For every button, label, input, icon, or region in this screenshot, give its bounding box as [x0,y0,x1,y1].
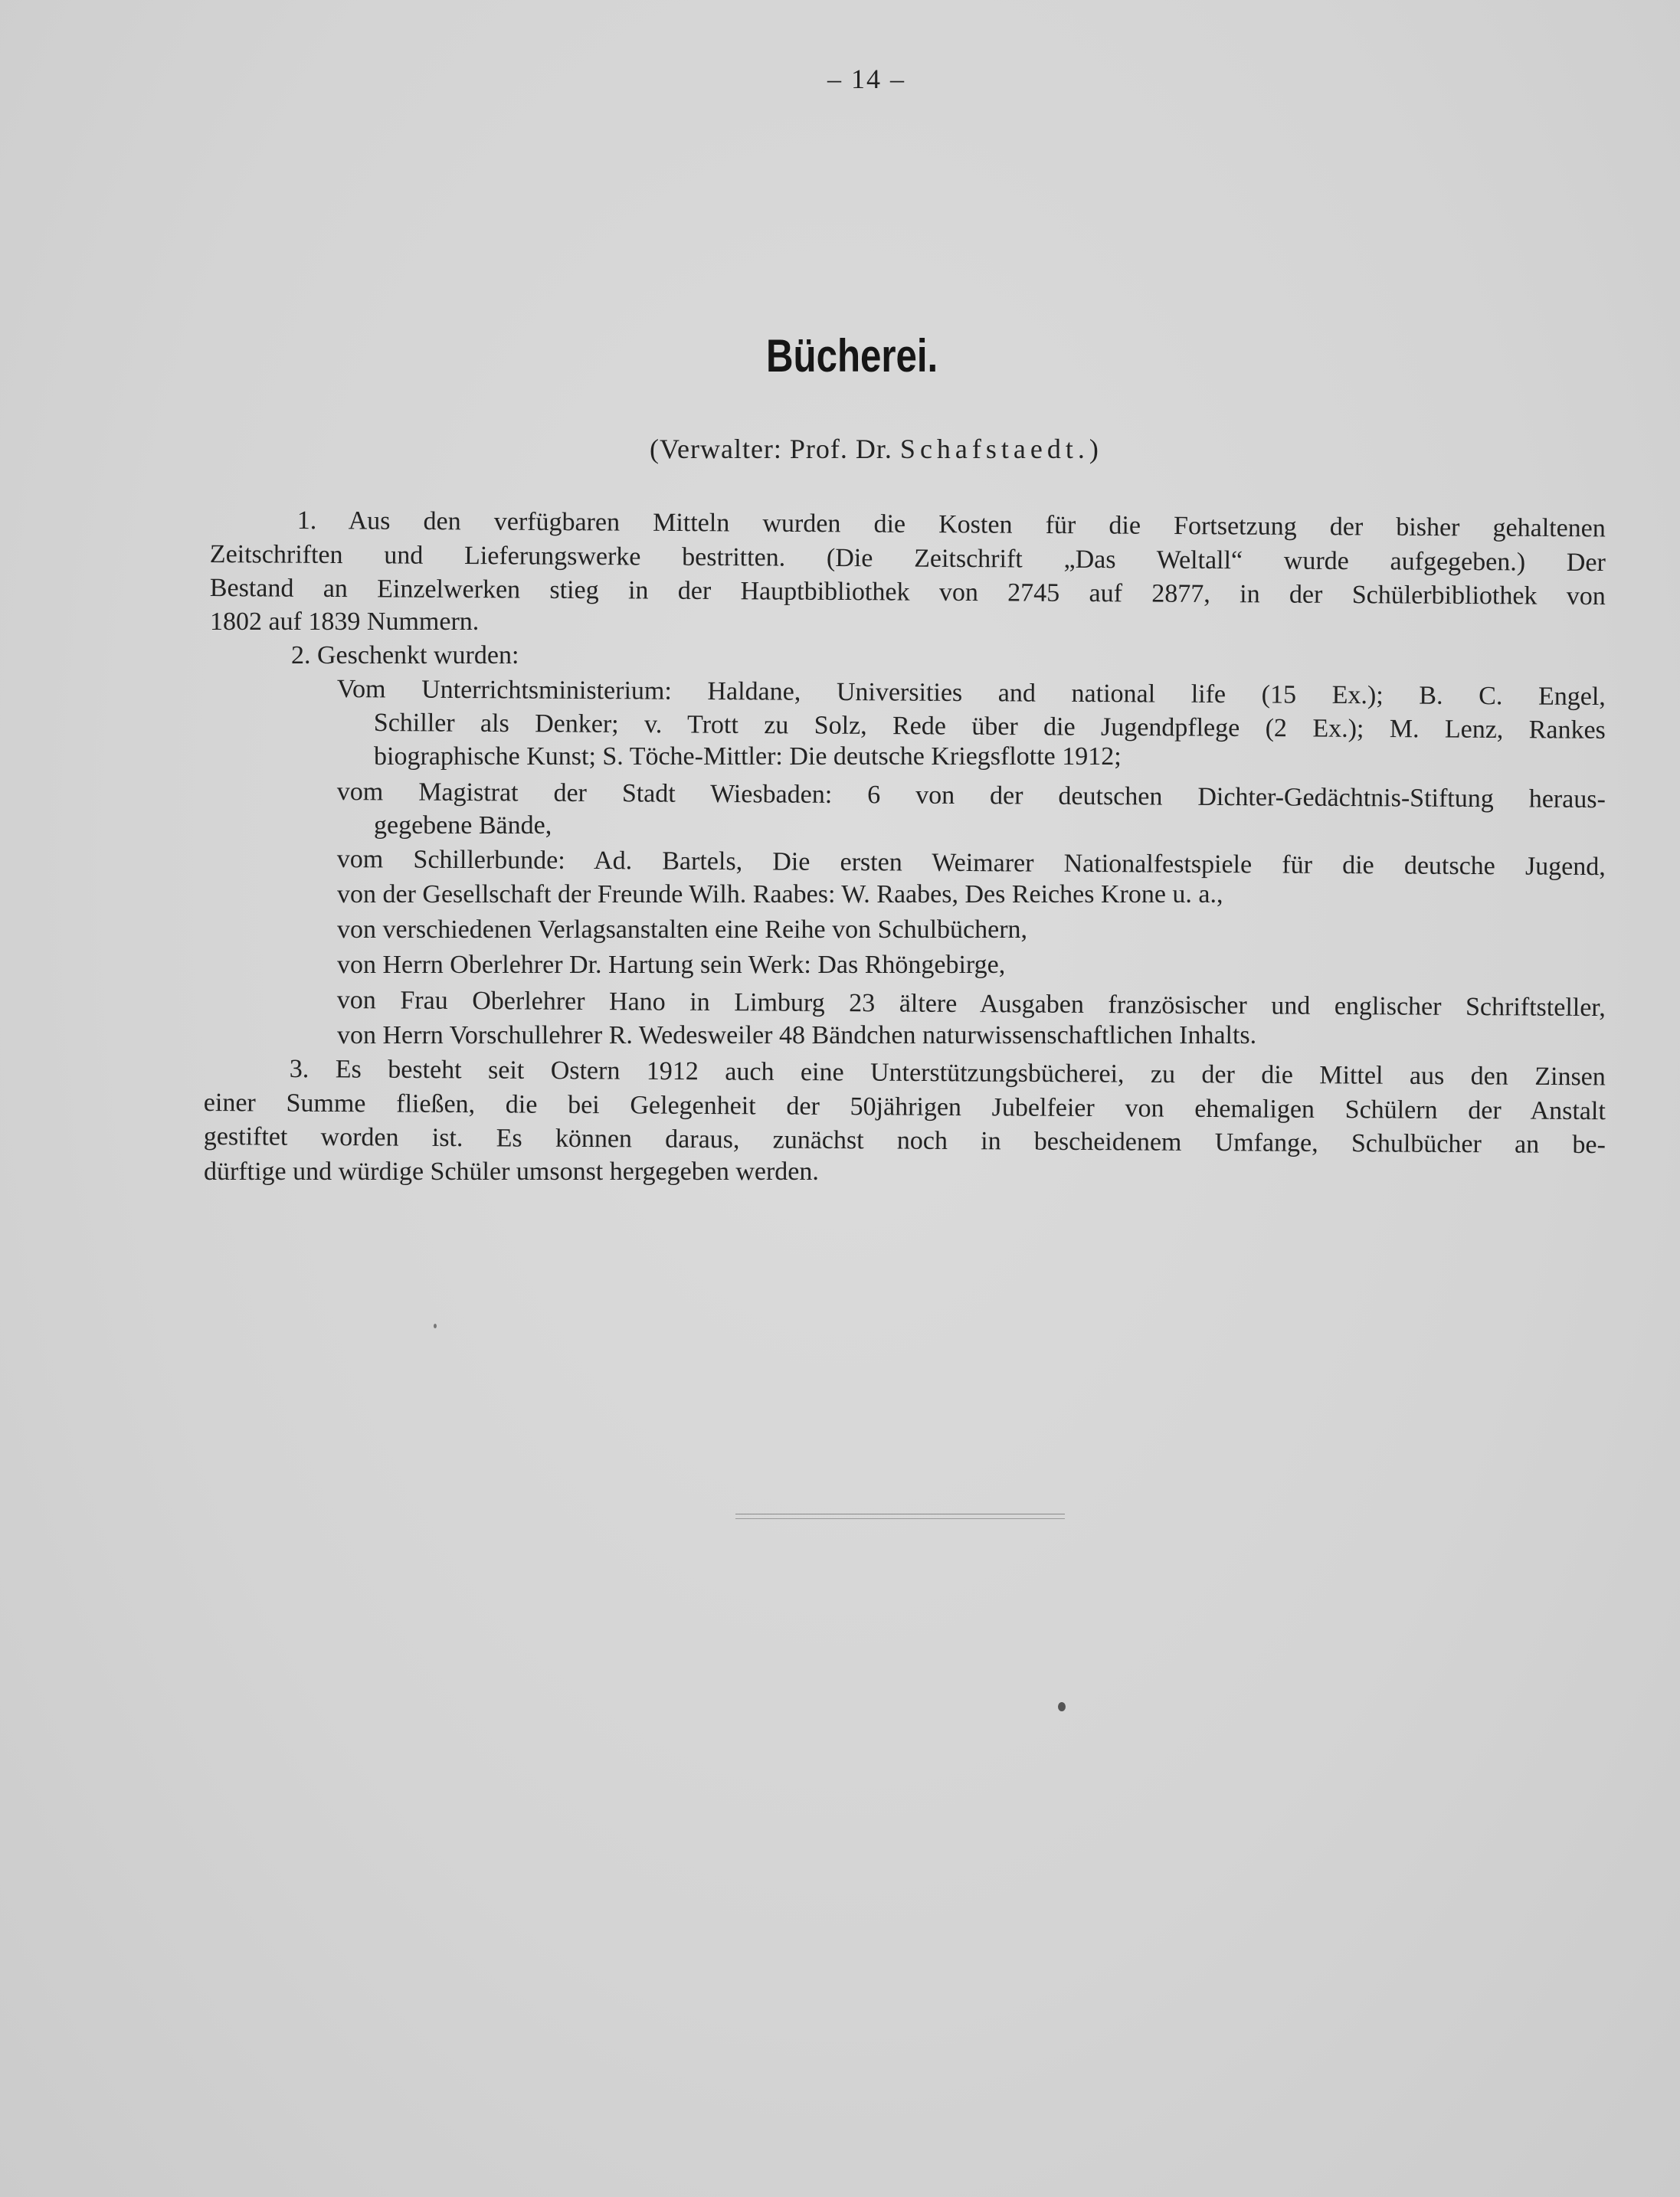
text-line: dürftige und würdige Schüler umsonst hergegeben werden. [204,1157,819,1186]
text-line: Schiller als Denker; v. Trott zu Solz, Rede über die Jugendpflege (2 Ex.); M. Lenz, Rankes [373,708,1606,745]
text-line: gegebene Bände, [374,811,552,840]
text-line: Zeitschriften und Lieferungswerke bestritten. (Die Zeitschrift „Das Weltall“ wurde aufgegeben.) Der [209,539,1606,578]
subtitle-prefix: (Verwalter: Prof. Dr. [650,434,900,464]
text-line: 1. Aus den verfügbaren Mitteln wurden die Kosten für die Fortsetzung der bisher gehaltenen [296,506,1606,543]
subtitle-suffix: ) [1089,434,1099,464]
text-line: Vom Unterrichtsministerium: Haldane, Universities and national life (15 Ex.); B. C. Engel, [336,674,1606,712]
text-line: vom Schillerbunde: Ad. Bartels, Die ersten Weimarer Nationalfestspiele für die deutsche Jugend, [336,845,1606,882]
text-line: von Herrn Vorschullehrer R. Wedesweiler 48 Bändchen naturwissenschaftlichen Inhalts. [337,1021,1257,1049]
text-line: von Frau Oberlehrer Hano in Limburg 23 ältere Ausgaben französischer und englischer Schriftsteller, [336,986,1606,1023]
text-line: 2. Geschenkt wurden: [291,641,519,670]
text-line: vom Magistrat der Stadt Wiesbaden: 6 von der deutschen Dichter-Gedächtnis-Stiftung heraus- [336,777,1606,814]
text-line: Bestand an Einzelwerken stieg in der Hauptbibliothek von 2745 auf 2877, in der Schülerbibliothek von [209,573,1606,611]
text-line: 1802 auf 1839 Nummern. [210,607,480,636]
text-line: einer Summe fließen, die bei Gelegenheit der 50jährigen Jubelfeier von ehemaligen Schülern der Anstalt [203,1089,1606,1126]
paper-speck [434,1324,437,1328]
section-title: Bücherei. [766,330,938,381]
text-line: von der Gesellschaft der Freunde Wilh. Raabes: W. Raabes, Des Reiches Krone u. a., [337,880,1223,909]
section-subtitle [650,433,1262,465]
librarian-name: Schafstaedt. [899,434,1089,464]
text-line: von Herrn Oberlehrer Dr. Hartung sein Werk: Das Rhöngebirge, [337,951,1006,979]
text-line: biographische Kunst; S. Töche-Mittler: Die deutsche Kriegsflotte 1912; [374,742,1122,771]
text-line: 3. Es besteht seit Ostern 1912 auch eine Unterstützungsbücherei, zu der die Mittel aus den Zinsen [289,1055,1606,1092]
paper-speck [1058,1702,1066,1711]
section-divider [735,1514,1065,1519]
text-line: von verschiedenen Verlagsanstalten eine Reihe von Schulbüchern, [337,915,1028,944]
text-line: gestiftet worden ist. Es können daraus, zunächst noch in bescheidenem Umfange, Schulbücher an be- [203,1122,1606,1160]
page-number: – 14 – [827,64,905,94]
